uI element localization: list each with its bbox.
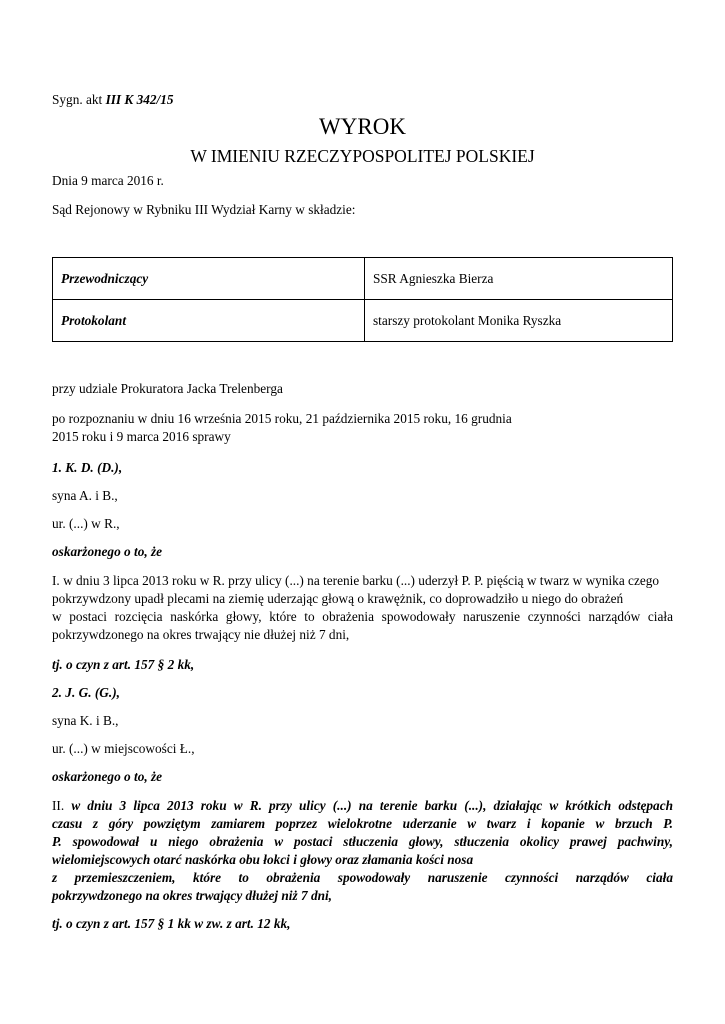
- case-signature-label: Sygn. akt: [52, 92, 106, 107]
- defendant-2-qualification: tj. o czyn z art. 157 § 1 kk w zw. z art. 12 kk,: [52, 916, 291, 931]
- defendant-1-born: ur. (...) w R.,: [52, 516, 120, 531]
- composition-person: SSR Agnieszka Bierza: [365, 258, 673, 300]
- composition-role: Protokolant: [53, 300, 365, 342]
- defendant-2-parent: syna K. i B.,: [52, 713, 119, 728]
- case-signature: [52, 91, 174, 108]
- charge-line: czasu z góry powziętym zamiarem poprzez wielokrotne uderzanie w twarz i kopanie w brzuch P.: [52, 816, 673, 831]
- charge-line: [52, 797, 673, 815]
- defendant-1-parent: syna A. i B.,: [52, 488, 118, 503]
- defendant-1-name: 1. K. D. (D.),: [52, 460, 123, 475]
- defendant-1-qualification: tj. o czyn z art. 157 § 2 kk,: [52, 657, 195, 672]
- charge-line: wielomiejscowych otarć naskórka obu łokci i głowy oraz złamania kości nosa: [52, 852, 474, 867]
- court-line: Sąd Rejonowy w Rybniku III Wydział Karny w składzie:: [52, 202, 356, 217]
- composition-row: [53, 258, 673, 300]
- defendant-2-accused-heading: oskarżonego o to, że: [52, 769, 163, 784]
- prosecutor-line: przy udziale Prokuratora Jacka Trelenberga: [52, 381, 283, 396]
- charge-line: pokrzywdzonego na okres trwający nie dłużej niż 7 dni,: [52, 627, 350, 642]
- judgment-date: Dnia 9 marca 2016 r.: [52, 173, 164, 188]
- defendant-2-born: ur. (...) w miejscowości Ł.,: [52, 741, 195, 756]
- defendant-2-name: 2. J. G. (G.),: [52, 685, 120, 700]
- composition-person: starszy protokolant Monika Ryszka: [365, 300, 673, 342]
- charge-line: w postaci rozcięcia naskórka głowy, które to obrażenia spowodowały naruszenie czynności narządów ciała: [52, 609, 673, 624]
- hearing-paragraph: [52, 410, 673, 446]
- document-title: WYROK: [319, 114, 406, 139]
- defendant-2-charge: [52, 797, 673, 905]
- hearing-line: 2015 roku i 9 marca 2016 sprawy: [52, 429, 231, 444]
- case-signature-value: III K 342/15: [105, 92, 174, 107]
- hearing-line: po rozpoznaniu w dniu 16 września 2015 roku, 21 października 2015 roku, 16 grudnia: [52, 411, 512, 426]
- charge-line: pokrzywdzony upadł plecami na ziemię uderzając głową o krawężnik, co doprowadziło u niego do obrażeń: [52, 591, 624, 606]
- charge-line: I. w dniu 3 lipca 2013 roku w R. przy ulicy (...) na terenie barku (...) uderzył P. P. pięścią w twarz w wynika czego: [52, 573, 660, 588]
- composition-row: [53, 300, 673, 342]
- charge-number: II.: [52, 798, 72, 813]
- charge-line: pokrzywdzonego na okres trwający dłużej niż 7 dni,: [52, 888, 333, 903]
- charge-line: z przemieszczeniem, które to obrażenia spowodowały naruszenie czynności narządów ciała: [52, 870, 673, 885]
- court-composition-table: [52, 257, 673, 342]
- document-subtitle: W IMIENIU RZECZYPOSPOLITEJ POLSKIEJ: [190, 146, 535, 166]
- charge-line: P. spowodował u niego obrażenia w postaci stłuczenia głowy, stłuczenia okolicy prawej pachwiny,: [52, 834, 673, 849]
- defendant-1-accused-heading: oskarżonego o to, że: [52, 544, 163, 559]
- composition-role: Przewodniczący: [53, 258, 365, 300]
- charge-text: w dniu 3 lipca 2013 roku w R. przy ulicy (...) na terenie barku (...), działając w krótkich odstępach: [71, 798, 673, 813]
- defendant-1-charge: [52, 572, 673, 644]
